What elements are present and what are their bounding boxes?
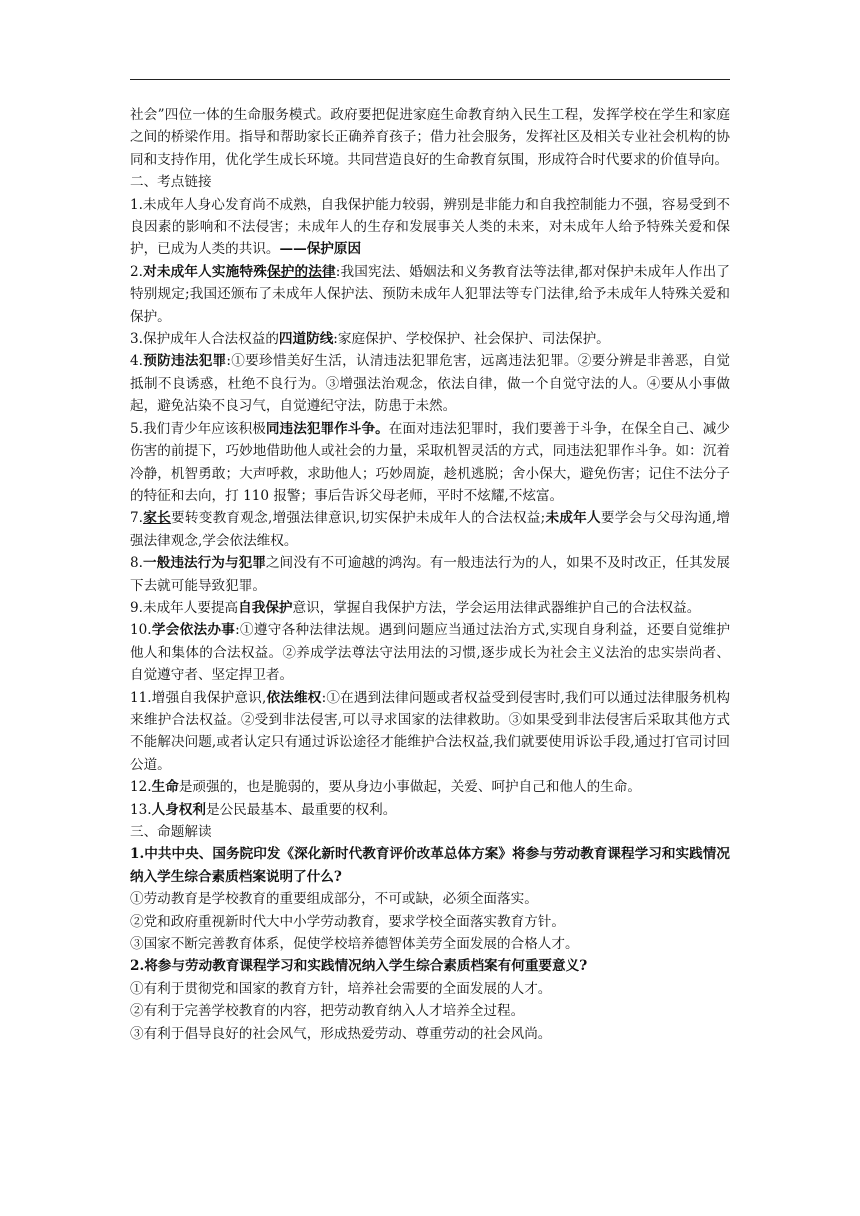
header-rule	[130, 79, 730, 80]
answer-2-item: ①有利于贯彻党和国家的教育方针，培养社会需要的全面发展的人才。	[130, 980, 552, 997]
answer-1-item: ②党和政府重视新时代大中小学劳动教育，要求学校全面落实教育方针。	[130, 913, 565, 930]
section-heading-exam-points: 二、考点链接	[130, 174, 212, 191]
question-2: 2.将参与劳动教育课程学习和实践情况纳入学生综合素质档案有何重要意义?	[130, 958, 588, 975]
exam-point-11: 11.增强自我保护意识,依法维权:①在遇到法律问题或者权益受到侵害时,我们可以通过法律服务机构来维护合法权益。②受到非法侵害,可以寻求国家的法律救助。③如果受到非法侵害后采取其他方式不能解决问题,或者认定只有通过诉讼途径才能维护合法权益,我们就要使用诉讼手段,通过打官司讨回公道。	[130, 689, 730, 773]
exam-point-13: 13.人身权利是公民最基本、最重要的权利。	[130, 801, 397, 818]
answer-2-item: ②有利于完善学校教育的内容，把劳动教育纳入人才培养全过程。	[130, 1003, 525, 1020]
exam-point-1-tag: ——保护原因	[279, 241, 362, 258]
exam-point-12: 12.生命是顽强的，也是脆弱的，要从身边小事做起，关爱、呵护自己和他人的生命。	[130, 779, 641, 796]
answer-2-item: ③有利于倡导良好的社会风气，形成热爱劳动、尊重劳动的社会风尚。	[130, 1025, 552, 1042]
answer-1-item: ①劳动教育是学校教育的重要组成部分，不可或缺，必须全面落实。	[130, 891, 538, 908]
exam-point-5: 5.我们青少年应该积极同违法犯罪作斗争。在面对违法犯罪时，我们要善于斗争，在保全自己、减少伤害的前提下，巧妙地借助他人或社会的力量，采取机智灵活的方式，同违法犯罪作斗争。如：沉着冷静，机智勇敢；大声呼救，求助他人；巧妙周旋，趁机逃脱；舍小保大，避免伤害；记住不法分子的特征和去向，打 110 报警；事后告诉父母老师，平时不炫耀,不炫富。	[130, 420, 730, 504]
question-1: 1.中共中央、国务院印发《深化新时代教育评价改革总体方案》将参与劳动教育课程学习和实践情况纳入学生综合素质档案说明了什么?	[130, 846, 730, 885]
exam-point-9: 9.未成年人要提高自我保护意识，掌握自我保护方法，学会运用法律武器维护自己的合法权益。	[130, 599, 701, 616]
exam-point-2: 2.对未成年人实施特殊保护的法律:我国宪法、婚姻法和义务教育法等法律,都对保护未成年人作出了特别规定;我国还颁布了未成年人保护法、预防未成年人犯罪法等专门法律,给予未成年人特殊关爱和保护。	[130, 263, 731, 325]
exam-point-8: 8.一般违法行为与犯罪之间没有不可逾越的鸿沟。有一般违法行为的人，如果不及时改正，任其发展下去就可能导致犯罪。	[130, 555, 730, 594]
section-heading-interpretation: 三、命题解读	[130, 824, 212, 840]
answer-1-item: ③国家不断完善教育体系，促使学校培养德智体美劳全面发展的合格人才。	[130, 936, 579, 953]
document-body	[130, 104, 730, 1045]
exam-point-3: 3.保护成年人合法权益的四道防线:家庭保护、学校保护、社会保护、司法保护。	[130, 331, 610, 348]
exam-point-1: 1.未成年人身心发育尚不成熟，自我保护能力较弱，辨别是非能力和自我控制能力不强，容易受到不良因素的影响和不法侵害；未成年人的生存和发展事关人类的未来，对未成年人给予特殊关爱和保护，已成为人类的共识。——保护原因	[130, 196, 730, 258]
exam-point-4: 4.预防违法犯罪:①要珍惜美好生活，认清违法犯罪危害，远离违法犯罪。②要分辨是非善恶，自觉抵制不良诱惑，杜绝不良行为。③增强法治观念，依法自律，做一个自觉守法的人。④要从小事做起，避免沾染不良习气，自觉遵纪守法，防患于未然。	[130, 353, 731, 415]
intro-paragraph: 社会”四位一体的生命服务模式。政府要把促进家庭生命教育纳入民生工程，发挥学校在学生和家庭之间的桥梁作用。指导和帮助家长正确养育孩子；借力社会服务，发挥社区及相关专业社会机构的协同和支持作用，优化学生成长环境。共同营造良好的生命教育氛围，形成符合时代要求的价值导向。	[130, 107, 730, 168]
exam-point-7: 7.家长要转变教育观念,增强法律意识,切实保护未成年人的合法权益;未成年人要学会与父母沟通,增强法律观念,学会依法维权。	[130, 510, 731, 549]
exam-point-10: 10.学会依法办事:①遵守各种法律法规。遇到问题应当通过法治方式,实现自身利益，还要自觉维护他人和集体的合法权益。②养成学法尊法守法用法的习惯,逐步成长为社会主义法治的忠实崇尚者、自觉遵守者、坚定捍卫者。	[130, 622, 731, 684]
